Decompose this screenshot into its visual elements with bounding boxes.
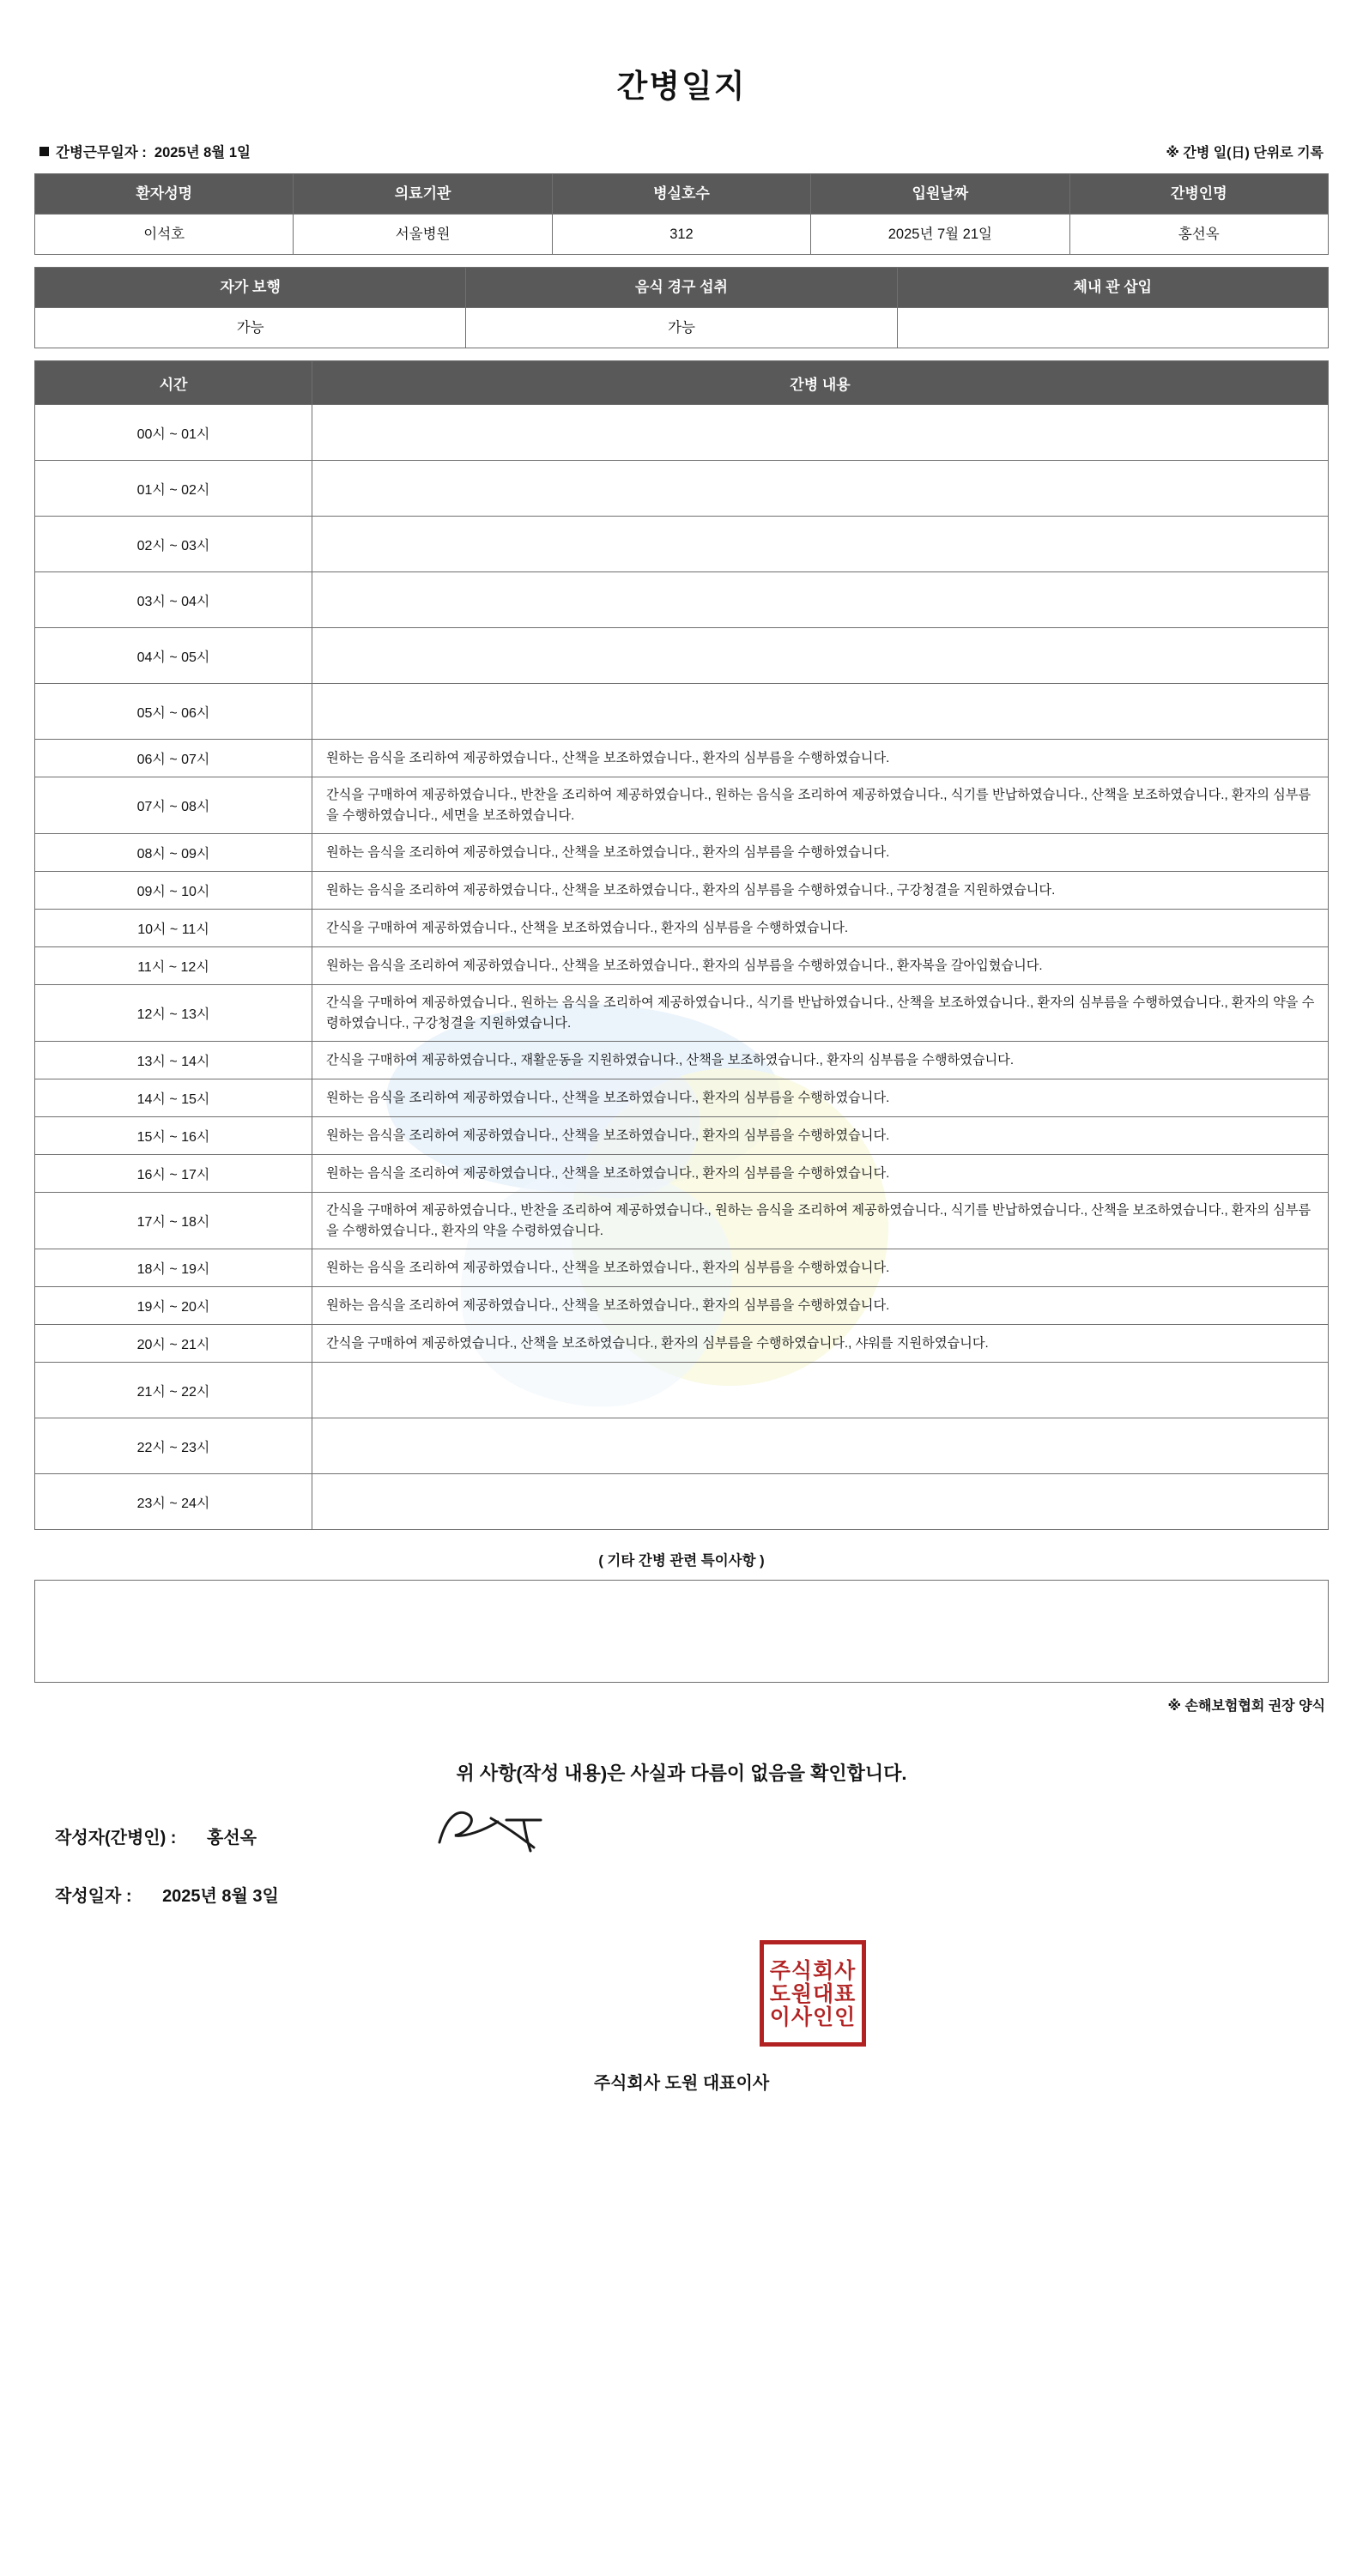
- row-note: 원하는 음식을 조리하여 제공하였습니다., 산책을 보조하였습니다., 환자의 심부름을 수행하였습니다.: [312, 740, 1329, 777]
- row-note: 간식을 구매하여 제공하였습니다., 원하는 음식을 조리하여 제공하였습니다., 식기를 반납하였습니다., 산책을 보조하였습니다., 환자의 심부름을 수행하였습니다., 환자의 약을 수령하였습니다., 구강청결을 지원하였습니다.: [312, 985, 1329, 1042]
- writer-value: 홍선옥: [207, 1829, 257, 1848]
- patient-value-admission-date: 2025년 7월 21일: [811, 215, 1069, 255]
- row-note: 원하는 음식을 조리하여 제공하였습니다., 산책을 보조하였습니다., 환자의 심부름을 수행하였습니다.: [312, 1249, 1329, 1287]
- row-time: 02시 ~ 03시: [35, 517, 312, 572]
- work-date-label: 간병근무일자 :: [56, 145, 147, 160]
- row-note: 간식을 구매하여 제공하였습니다., 산책을 보조하였습니다., 환자의 심부름을 수행하였습니다., 샤워를 지원하였습니다.: [312, 1325, 1329, 1363]
- row-note: [312, 1474, 1329, 1530]
- row-time: 09시 ~ 10시: [35, 872, 312, 910]
- row-note: 원하는 음식을 조리하여 제공하였습니다., 산책을 보조하였습니다., 환자의 심부름을 수행하였습니다.: [312, 1117, 1329, 1155]
- patient-value-hospital: 서울병원: [294, 215, 552, 255]
- row-note: [312, 684, 1329, 740]
- care-header-oral-intake: 음식 경구 섭취: [466, 268, 897, 308]
- patient-header-admission-date: 입원날짜: [811, 174, 1069, 215]
- row-note: 원하는 음식을 조리하여 제공하였습니다., 산책을 보조하였습니다., 환자의 심부름을 수행하였습니다., 구강청결을 지원하였습니다.: [312, 872, 1329, 910]
- row-note: 원하는 음식을 조리하여 제공하였습니다., 산책을 보조하였습니다., 환자의 심부름을 수행하였습니다., 환자복을 갈아입혔습니다.: [312, 947, 1329, 985]
- patient-table-header-row: [35, 174, 1329, 215]
- row-time: 14시 ~ 15시: [35, 1079, 312, 1117]
- association-note: ※ 손해보험협회 권장 양식: [1167, 1699, 1325, 1714]
- row-time: 11시 ~ 12시: [35, 947, 312, 985]
- table-row: [35, 1287, 1329, 1325]
- row-time: 15시 ~ 16시: [35, 1117, 312, 1155]
- row-note: 간식을 구매하여 제공하였습니다., 반찬을 조리하여 제공하였습니다., 원하는 음식을 조리하여 제공하였습니다., 식기를 반납하였습니다., 산책을 보조하였습니다., 환자의 심부름을 수행하였습니다., 환자의 약을 수령하였습니다.: [312, 1193, 1329, 1249]
- care-header-tube-insertion: 체내 관 삽입: [897, 268, 1328, 308]
- row-time: 23시 ~ 24시: [35, 1474, 312, 1530]
- table-row: [35, 1042, 1329, 1079]
- table-row: [35, 777, 1329, 834]
- row-time: 21시 ~ 22시: [35, 1363, 312, 1418]
- row-time: 08시 ~ 09시: [35, 834, 312, 872]
- meta-row: [34, 141, 1329, 161]
- table-gap: [34, 255, 1329, 267]
- table-row: [35, 1474, 1329, 1530]
- care-status-header-row: [35, 268, 1329, 308]
- row-note: [312, 517, 1329, 572]
- row-note: 간식을 구매하여 제공하였습니다., 반찬을 조리하여 제공하였습니다., 원하는 음식을 조리하여 제공하였습니다., 식기를 반납하였습니다., 산책을 보조하였습니다., 환자의 심부름을 수행하였습니다., 세면을 보조하였습니다.: [312, 777, 1329, 834]
- company-line: 주식회사 도원 대표이사: [593, 2074, 770, 2094]
- bullet-square-icon: [39, 147, 49, 156]
- patient-header-name: 환자성명: [35, 174, 294, 215]
- row-note: [312, 1418, 1329, 1474]
- table-row: [35, 628, 1329, 684]
- table-row: [35, 1249, 1329, 1287]
- writer-label: 작성자(간병인) :: [55, 1829, 177, 1848]
- hourly-header-time: 시간: [35, 361, 312, 405]
- care-value-oral-intake: 가능: [466, 308, 897, 348]
- row-time: 17시 ~ 18시: [35, 1193, 312, 1249]
- row-time: 03시 ~ 04시: [35, 572, 312, 628]
- table-row: [35, 684, 1329, 740]
- row-time: 12시 ~ 13시: [35, 985, 312, 1042]
- stamp-line-2: 도원대표: [769, 1980, 857, 2006]
- table-row: [35, 872, 1329, 910]
- patient-table: [34, 173, 1329, 255]
- write-date-label: 작성일자 :: [55, 1887, 132, 1907]
- row-time: 10시 ~ 11시: [35, 910, 312, 947]
- work-date-value: 2025년 8월 1일: [154, 145, 251, 160]
- page-title: 간병일지: [616, 69, 747, 104]
- table-row: [35, 1155, 1329, 1193]
- care-status-table: [34, 267, 1329, 348]
- row-note: [312, 628, 1329, 684]
- hourly-header-content: 간병 내용: [312, 361, 1329, 405]
- row-time: 18시 ~ 19시: [35, 1249, 312, 1287]
- handwritten-signature-icon: [424, 1801, 570, 1861]
- patient-header-room: 병실호수: [552, 174, 810, 215]
- table-row: [35, 1418, 1329, 1474]
- stamp-area: [34, 1940, 1329, 2120]
- row-note: 원하는 음식을 조리하여 제공하였습니다., 산책을 보조하였습니다., 환자의 심부름을 수행하였습니다.: [312, 834, 1329, 872]
- confirmation-text: 위 사항(작성 내용)은 사실과 다름이 없음을 확인합니다.: [456, 1763, 907, 1785]
- patient-table-value-row: [35, 215, 1329, 255]
- table-row: [35, 1363, 1329, 1418]
- table-row: [35, 947, 1329, 985]
- row-time: 20시 ~ 21시: [35, 1325, 312, 1363]
- row-time: 07시 ~ 08시: [35, 777, 312, 834]
- row-time: 06시 ~ 07시: [35, 740, 312, 777]
- writer-line: [55, 1823, 1329, 1853]
- other-notes-label: ( 기타 간병 관련 특이사항 ): [598, 1553, 765, 1569]
- table-row: [35, 461, 1329, 517]
- table-row: [35, 985, 1329, 1042]
- row-note: 간식을 구매하여 제공하였습니다., 재활운동을 지원하였습니다., 산책을 보조하였습니다., 환자의 심부름을 수행하였습니다.: [312, 1042, 1329, 1079]
- row-time: 04시 ~ 05시: [35, 628, 312, 684]
- row-time: 22시 ~ 23시: [35, 1418, 312, 1474]
- table-row: [35, 572, 1329, 628]
- row-time: 00시 ~ 01시: [35, 405, 312, 461]
- row-note: 원하는 음식을 조리하여 제공하였습니다., 산책을 보조하였습니다., 환자의 심부름을 수행하였습니다.: [312, 1079, 1329, 1117]
- table-row: [35, 1079, 1329, 1117]
- care-value-walking: 가능: [35, 308, 466, 348]
- row-note: [312, 1363, 1329, 1418]
- table-row: [35, 740, 1329, 777]
- write-date-value: 2025년 8월 3일: [162, 1887, 279, 1907]
- care-header-walking: 자가 보행: [35, 268, 466, 308]
- row-note: [312, 572, 1329, 628]
- other-notes-box[interactable]: [34, 1580, 1329, 1683]
- table-row: [35, 517, 1329, 572]
- stamp-line-1: 주식회사: [769, 1957, 857, 1983]
- patient-header-hospital: 의료기관: [294, 174, 552, 215]
- row-time: 19시 ~ 20시: [35, 1287, 312, 1325]
- patient-value-room: 312: [552, 215, 810, 255]
- row-note: 원하는 음식을 조리하여 제공하였습니다., 산책을 보조하였습니다., 환자의 심부름을 수행하였습니다.: [312, 1155, 1329, 1193]
- row-note: 원하는 음식을 조리하여 제공하였습니다., 산책을 보조하였습니다., 환자의 심부름을 수행하였습니다.: [312, 1287, 1329, 1325]
- table-row: [35, 405, 1329, 461]
- table-row: [35, 1325, 1329, 1363]
- table-row: [35, 1193, 1329, 1249]
- row-time: 16시 ~ 17시: [35, 1155, 312, 1193]
- patient-value-name: 이석호: [35, 215, 294, 255]
- company-seal-icon: [760, 1940, 866, 2047]
- table-row: [35, 910, 1329, 947]
- row-time: 01시 ~ 02시: [35, 461, 312, 517]
- row-note: [312, 405, 1329, 461]
- date-line: [55, 1882, 1329, 1911]
- unit-note: ※ 간병 일(日) 단위로 기록: [1166, 146, 1324, 160]
- row-note: [312, 461, 1329, 517]
- patient-header-caregiver: 간병인명: [1069, 174, 1328, 215]
- row-note: 간식을 구매하여 제공하였습니다., 산책을 보조하였습니다., 환자의 심부름을 수행하였습니다.: [312, 910, 1329, 947]
- hourly-header-row: [35, 361, 1329, 405]
- care-status-value-row: [35, 308, 1329, 348]
- hourly-log-table: [34, 360, 1329, 1530]
- table-row: [35, 1117, 1329, 1155]
- work-date: [39, 141, 251, 161]
- patient-value-caregiver: 홍선옥: [1069, 215, 1328, 255]
- row-time: 05시 ~ 06시: [35, 684, 312, 740]
- stamp-line-3: 이사인인: [769, 2004, 857, 2029]
- row-time: 13시 ~ 14시: [35, 1042, 312, 1079]
- table-row: [35, 834, 1329, 872]
- care-value-tube-insertion: [897, 308, 1328, 348]
